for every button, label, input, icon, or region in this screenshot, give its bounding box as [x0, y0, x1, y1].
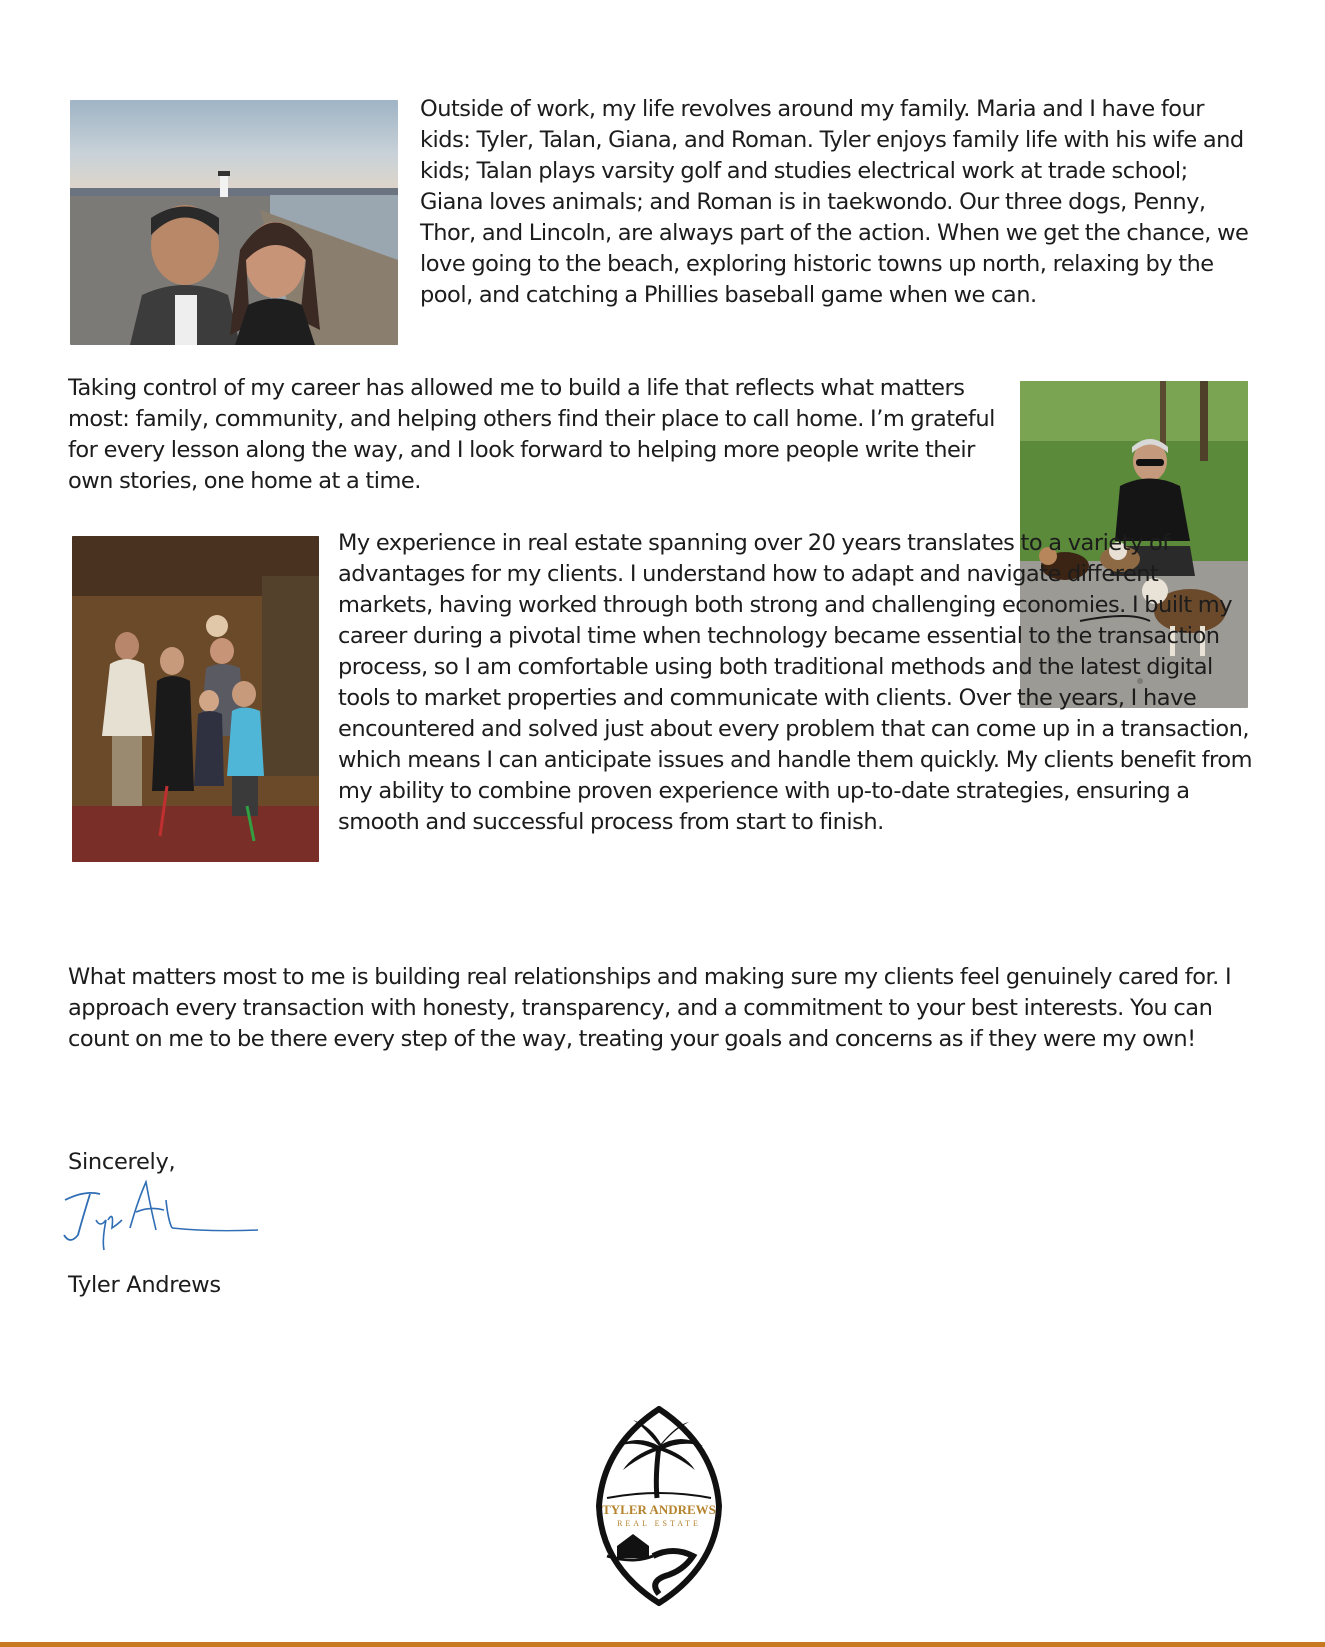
logo-brand-text: TYLER ANDREWS	[602, 1502, 716, 1517]
experience-wrap-spacer	[68, 528, 318, 859]
logo-sub-text: REAL ESTATE	[617, 1519, 701, 1528]
career-paragraph-text: Taking control of my career has allowed me to build a life that reflects what matters most: family, community, and helping others find their place to call home. I’m grateful for every lesson along the way, and I look forward to helping more people write their own stories, one home at a time.	[68, 375, 995, 494]
career-paragraph	[68, 373, 1008, 497]
family-paragraph: Outside of work, my life revolves around my family. Maria and I have four kids: Tyler, Talan, Giana, and Roman. Tyler enjoys family life with his wife and kids; Talan plays varsity golf and studies electrical work at trade school; Giana loves animals; and Roman is in taekwondo. Our three dogs, Penny, Thor, and Lincoln, are always part of the action. When we get the chance, we love going to the beach, exploring historic towns up north, relaxing by the pool, and catching a Phillies baseball game when we can.	[420, 96, 1249, 308]
signature	[60, 1180, 260, 1255]
experience-paragraph	[68, 528, 1258, 859]
salutation: Sincerely,	[68, 1149, 176, 1175]
signer-name: Tyler Andrews	[68, 1272, 221, 1298]
footer-accent-bar	[0, 1642, 1325, 1647]
relationships-paragraph: What matters most to me is building real relationships and making sure my clients feel genuinely cared for. I approach every transaction with honesty, transparency, and a commitment to your best interests. You can count on me to be there every step of the way, treating your goals and concerns as if they were my own!	[68, 964, 1232, 1052]
brand-logo	[593, 1406, 725, 1606]
experience-paragraph-text: My experience in real estate spanning over 20 years translates to a variety of advantages for my clients. I understand how to adapt and navigate different markets, having worked through both strong and challenging economies. I built my career during a pivotal time when technology became essential to the transaction process, so I am comfortable using both traditional methods and the latest digital tools to market properties and communicate with clients. Over the years, I have encountered and solved just about every problem that can come up in a transaction, which means I can anticipate issues and handle them quickly. My clients benefit from my ability to combine proven experience with up-to-date strategies, ensuring a smooth and successful process from start to finish.	[338, 530, 1253, 835]
palm-tree-icon	[656, 1446, 659, 1498]
couple-lighthouse-photo	[70, 100, 398, 345]
